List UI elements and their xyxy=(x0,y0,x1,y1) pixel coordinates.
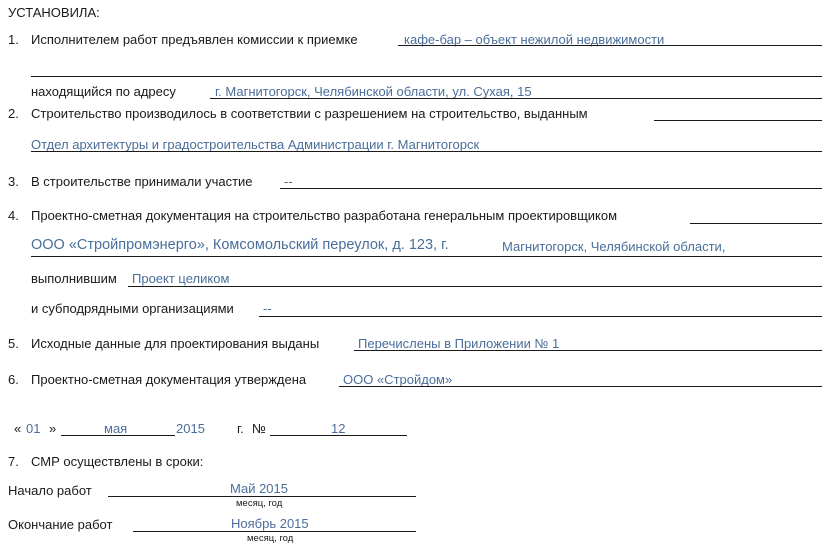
item-3-label: В строительстве принимали участие xyxy=(31,174,253,189)
item-1-label: Исполнителем работ предъявлен комиссии к приемке xyxy=(31,32,358,47)
end-hint: месяц, год xyxy=(247,533,294,544)
item-1-address-value: г. Магнитогорск, Челябинской области, ул. Сухая, 15 xyxy=(215,84,532,99)
date-month: мая xyxy=(104,421,128,436)
item-1-address-line xyxy=(210,98,822,99)
item-6-line xyxy=(339,386,822,387)
date-number-sign: № xyxy=(252,421,266,436)
item-1-address-label: находящийся по адресу xyxy=(31,84,176,99)
item-1-extra-line xyxy=(31,76,822,77)
item-4-designer: ООО «Стройпромэнерго», Комсомольский переулок, д. 123, г. xyxy=(31,237,449,253)
item-5-value: Перечислены в Приложении № 1 xyxy=(358,336,560,351)
item-6-number: 6. xyxy=(8,372,19,387)
date-year: 2015 xyxy=(176,421,205,436)
item-4-sub-label: и субподрядными организациями xyxy=(31,301,234,316)
item-4-line xyxy=(690,223,822,224)
item-5-label: Исходные данные для проектирования выданы xyxy=(31,336,320,351)
start-line xyxy=(108,496,416,497)
end-line xyxy=(133,531,416,532)
item-3-line xyxy=(280,188,822,189)
item-3-number: 3. xyxy=(8,174,19,189)
date-year-suffix: г. xyxy=(237,421,244,436)
start-hint: месяц, год xyxy=(236,498,283,509)
item-2-number: 2. xyxy=(8,106,19,121)
item-7-label: СМР осуществлены в сроки: xyxy=(31,454,204,469)
item-4-sub-line xyxy=(259,316,822,317)
item-4-number: 4. xyxy=(8,208,19,223)
date-day: 01 xyxy=(26,421,41,436)
item-4-sub-value: -- xyxy=(263,301,272,316)
item-6-value: ООО «Стройдом» xyxy=(343,372,453,387)
end-label: Окончание работ xyxy=(8,517,113,532)
item-4-performed-line xyxy=(128,286,822,287)
item-6-label: Проектно-сметная документация утверждена xyxy=(31,372,307,387)
item-1-number: 1. xyxy=(8,32,19,47)
item-5-number: 5. xyxy=(8,336,19,351)
item-2-label: Строительство производилось в соответствии с разрешением на строительство, выданным xyxy=(31,106,588,121)
item-5-line xyxy=(354,350,822,351)
section-heading: УСТАНОВИЛА: xyxy=(8,5,100,20)
item-3-value: -- xyxy=(284,174,293,189)
end-value: Ноябрь 2015 xyxy=(231,516,309,531)
item-4-label: Проектно-сметная документация на строительство разработана генеральным проектировщиком xyxy=(31,208,618,223)
start-value: Май 2015 xyxy=(230,481,288,496)
item-2-value-line xyxy=(31,151,822,152)
date-close-quote: » xyxy=(49,421,57,436)
item-4-performed-value: Проект целиком xyxy=(132,271,230,286)
date-number: 12 xyxy=(331,421,346,436)
item-2-value: Отдел архитектуры и градостроительства Администрации г. Магнитогорск xyxy=(31,137,480,152)
item-4-designer-line xyxy=(31,256,822,257)
item-1-line xyxy=(398,45,822,46)
start-label: Начало работ xyxy=(8,483,92,498)
item-7-number: 7. xyxy=(8,454,19,469)
item-4-designer-tail: Магнитогорск, Челябинской области, xyxy=(502,239,726,254)
item-2-line xyxy=(654,120,822,121)
item-4-performed-label: выполнившим xyxy=(31,271,117,286)
item-1-value: кафе-бар – объект нежилой недвижимости xyxy=(404,32,665,47)
date-open-quote: « xyxy=(14,421,22,436)
